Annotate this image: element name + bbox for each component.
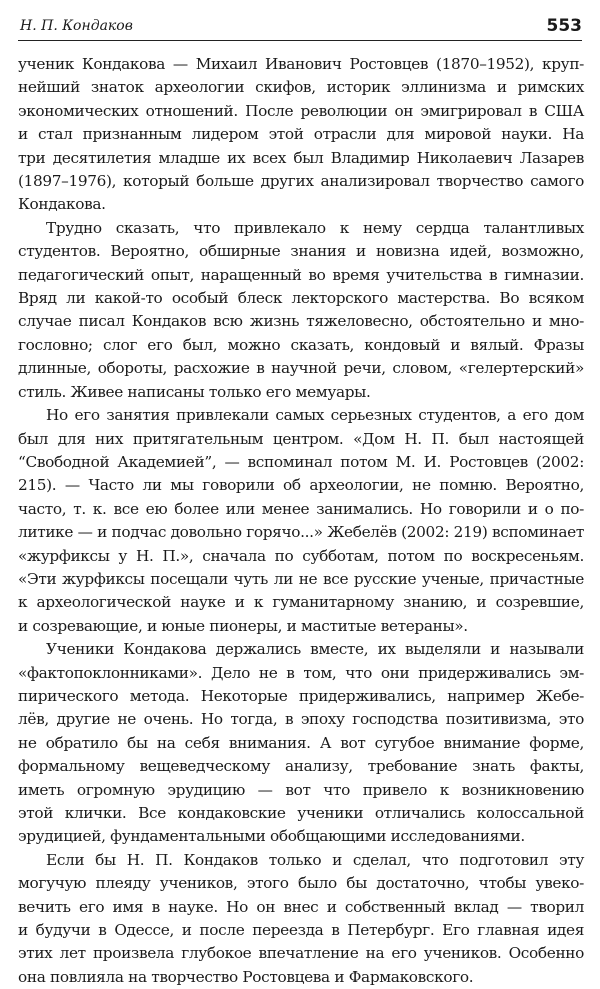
text-line: Кондакова. [18, 195, 106, 214]
paragraph [18, 217, 584, 404]
text-line: Вряд ли какой-то особый блеск лекторского мастерства. Во всяком [18, 289, 584, 308]
text-line: педагогический опыт, наращенный во время учительства в гимназии. [18, 265, 584, 284]
text-line: и созревающие, и юные пионеры, и маститые ветераны». [18, 616, 468, 635]
page-number: 553 [546, 16, 582, 36]
text-line: (1897–1976), который больше других анализировал творчество самого [18, 172, 584, 191]
text-line: «фактопоклонниками». Дело не в том, что они придерживались эм- [18, 663, 584, 682]
text-line: к археологической науке и к гуманитарному знанию, и созревшие, [18, 593, 584, 612]
text-line: стиль. Живее написаны только его мемуары. [18, 382, 371, 401]
text-line: Но его занятия привлекали самых серьезных студентов, а его дом [46, 406, 584, 425]
paragraph [18, 404, 584, 638]
text-line: этих лет произвела глубокое впечатление на его учеников. Особенно [18, 944, 584, 963]
text-line: Если бы Н. П. Кондаков только и сделал, что подготовил эту [46, 850, 584, 869]
text-line: «журфиксы у Н. П.», сначала по субботам, потом по воскресеньям. [18, 546, 584, 565]
text-line: три десятилетия младше их всех был Владимир Николаевич Лазарев [18, 148, 584, 167]
text-line: экономических отношений. После революции он эмигрировал в США [18, 101, 584, 120]
text-line: студентов. Вероятно, обширные знания и новизна идей, возможно, [18, 242, 584, 261]
text-line: Трудно сказать, что привлекало к нему сердца талантливых [46, 218, 584, 237]
text-line: «Эти журфиксы посещали чуть ли не все русские ученые, причастные [18, 569, 584, 588]
text-line: часто, т. к. все ею более или менее занимались. Но говорили и о по- [18, 499, 584, 518]
text-line: эрудицией, фундаментальными обобщающими исследованиями. [18, 827, 525, 846]
text-line: и стал признанным лидером этой отрасли для мировой науки. На [18, 125, 584, 144]
paragraph [18, 53, 584, 217]
text-line: она повлияла на творчество Ростовцева и Фармаковского. [18, 967, 474, 986]
text-line: этой клички. Все кондаковские ученики отличались колоссальной [18, 804, 584, 822]
page-header [18, 16, 582, 41]
text-line: могучую плеяду учеников, этого было бы достаточно, чтобы увеко- [18, 874, 584, 893]
text-line: формальному вещеведческому анализу, требование знать факты, [18, 757, 584, 776]
text-line: 215). — Часто ли мы говорили об археологии, не помню. Вероятно, [18, 476, 584, 495]
text-line: и будучи в Одессе, и после переезда в Петербург. Его главная идея [18, 921, 584, 940]
text-line: не обратило бы на себя внимания. А вот сугубое внимание форме, [18, 733, 584, 752]
text-line: ученик Кондакова — Михаил Иванович Ростовцев (1870–1952), круп- [18, 55, 584, 73]
text-line: лёв, другие не очень. Но тогда, в эпоху господства позитивизма, это [18, 710, 584, 729]
running-head: Н. П. Кондаков [20, 18, 133, 34]
paragraph [18, 849, 584, 989]
text-line: случае писал Кондаков всю жизнь тяжеловесно, обстоятельно и мно- [18, 312, 584, 331]
text-line: был для них притягательным центром. «Дом Н. П. был настоящей [18, 429, 584, 448]
text-line: пирического метода. Некоторые придерживались, например Жебе- [18, 686, 584, 705]
paragraph [18, 638, 584, 849]
text-line: вечить его имя в науке. Но он внес и собственный вклад — творил [18, 897, 584, 916]
text-line: гословно; слог его был, можно сказать, кондовый и вялый. Фразы [18, 335, 584, 354]
body-text [18, 53, 584, 989]
text-line: литике — и подчас довольно горячо...» Жебелёв (2002: 219) вспоминает [18, 523, 584, 542]
text-line: нейший знаток археологии скифов, историк эллинизма и римских [18, 78, 584, 97]
text-line: иметь огромную эрудицию — вот что привело к возникновению [18, 780, 584, 799]
text-line: длинные, обороты, расхожие в научной речи, словом, «гелертерский» [18, 359, 584, 378]
text-line: Ученики Кондакова держались вместе, их выделяли и называли [46, 640, 584, 659]
text-line: “Свободной Академией”, — вспоминал потом М. И. Ростовцев (2002: [18, 452, 584, 471]
